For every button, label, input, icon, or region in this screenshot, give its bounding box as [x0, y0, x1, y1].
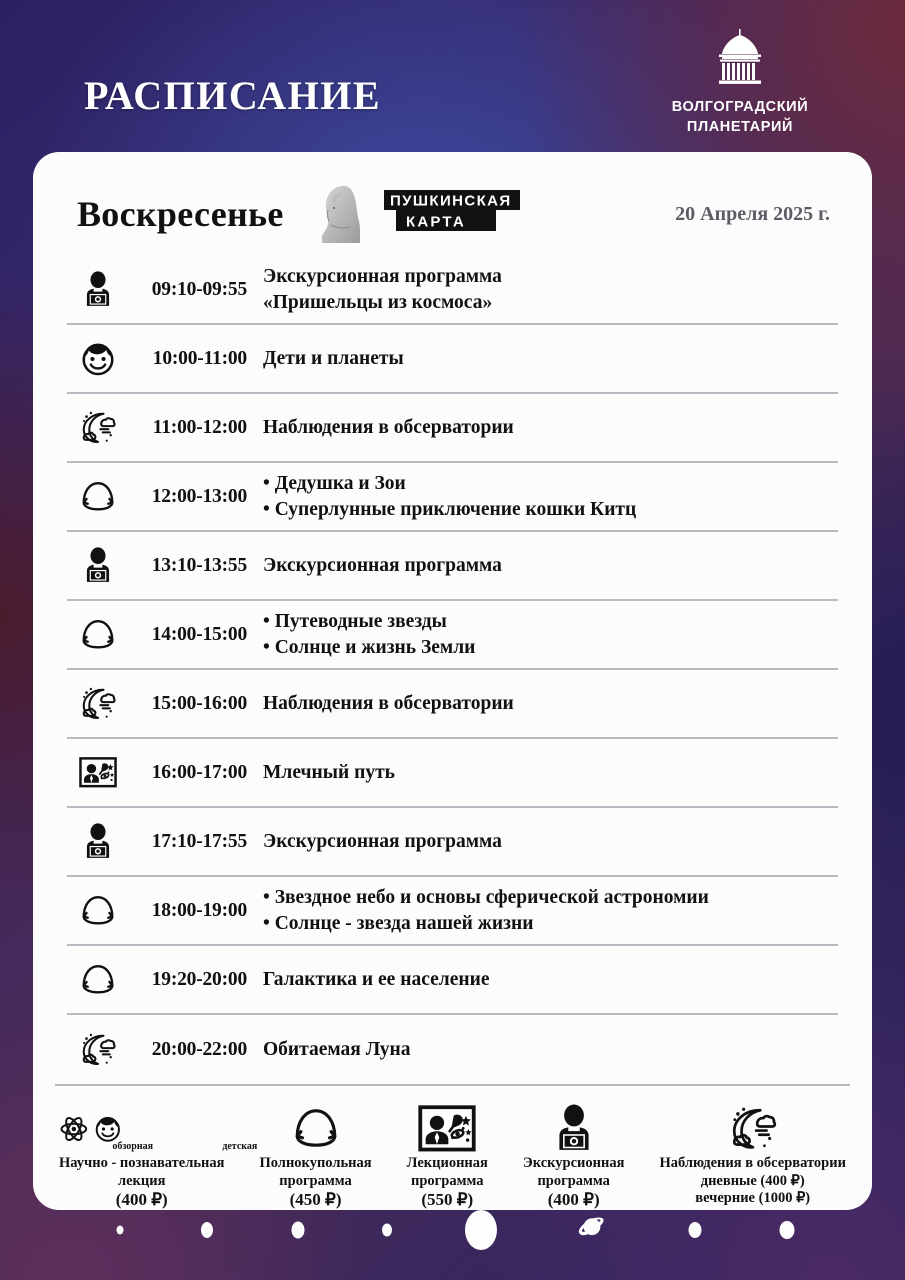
legend-line: вечерние (1000 ₽)	[695, 1190, 811, 1207]
pushkin-line-2: КАРТА	[405, 213, 466, 230]
schedule-row-time: 12:00-13:00	[151, 485, 247, 507]
schedule-row[interactable]	[67, 877, 838, 946]
schedule-list	[67, 256, 838, 1084]
legend-icons	[659, 1098, 845, 1154]
planet-dot-7	[780, 1221, 795, 1239]
schedule-row-time: 15:00-16:00	[151, 692, 247, 714]
schedule-row-line: Экскурсионная программа	[263, 265, 502, 287]
legend-item	[659, 1098, 845, 1208]
schedule-row-title	[263, 760, 395, 786]
day-name: Воскресенье	[77, 194, 284, 234]
schedule-row-icon	[67, 754, 129, 792]
schedule-row-line: Наблюдения в обсерватории	[263, 692, 514, 714]
schedule-row-time: 16:00-17:00	[151, 761, 247, 783]
moon-cloud-observatory-icon	[79, 685, 117, 723]
schedule-row-title	[263, 346, 404, 372]
schedule-row-line: • Звездное небо и основы сферической астрономии	[263, 886, 709, 908]
legend-price: (450 ₽)	[289, 1190, 342, 1210]
schedule-row-line: Обитаемая Луна	[263, 1038, 411, 1060]
schedule-row[interactable]	[67, 532, 838, 601]
schedule-row-line: Галактика и ее население	[263, 968, 490, 990]
schedule-row-icon	[67, 823, 129, 861]
schedule-row-line: • Путеводные звезды	[263, 610, 447, 632]
planet-strip	[0, 1202, 905, 1258]
dome-icon	[79, 478, 117, 516]
moon-cloud-observatory-icon	[79, 409, 117, 447]
schedule-row-line: • Солнце и жизнь Земли	[263, 636, 476, 658]
legend-line: Научно - познавательная	[59, 1155, 225, 1171]
schedule-row-title	[263, 264, 502, 316]
schedule-row-line: • Суперлунные приключение кошки Китц	[263, 498, 637, 520]
schedule-row-time: 09:10-09:55	[151, 278, 247, 300]
legend-price: (550 ₽)	[421, 1190, 474, 1210]
schedule-row[interactable]	[67, 394, 838, 463]
schedule-row-icon	[67, 478, 129, 516]
legend	[55, 1084, 850, 1211]
schedule-row[interactable]	[67, 325, 838, 394]
schedule-row-line: Экскурсионная программа	[263, 830, 502, 852]
planet-dot-1	[117, 1226, 124, 1235]
excursion-tourist-camera-icon	[79, 271, 117, 309]
schedule-row-icon	[67, 892, 129, 930]
schedule-row-time: 18:00-19:00	[151, 899, 247, 921]
legend-line: Наблюдения в обсерватории	[659, 1155, 846, 1171]
pushkin-line-1: ПУШКИНСКАЯ	[389, 192, 512, 209]
legend-line: программа	[279, 1172, 352, 1189]
planetarium-dome-icon	[645, 28, 835, 91]
moon-cloud-observatory-icon	[79, 1031, 117, 1069]
schedule-row-line: Наблюдения в обсерватории	[263, 416, 514, 438]
excursion-tourist-camera-icon	[79, 547, 117, 585]
page-title: РАСПИСАНИЕ	[84, 73, 382, 118]
planet-dot-large	[465, 1210, 497, 1250]
schedule-row-time: 13:10-13:55	[151, 554, 247, 576]
legend-price: (400 ₽)	[547, 1190, 600, 1210]
legend-label	[659, 1155, 845, 1208]
schedule-row[interactable]	[67, 739, 838, 808]
pushkin-bust-icon	[314, 183, 376, 245]
legend-sublabel-right: детская	[222, 1141, 258, 1152]
card-header	[67, 178, 838, 250]
schedule-row-line: «Пришельцы из космоса»	[263, 291, 493, 313]
schedule-row-icon	[67, 547, 129, 585]
lecture-screen-icon	[79, 754, 117, 792]
schedule-row-icon	[67, 961, 129, 999]
schedule-row-title	[263, 1037, 410, 1063]
schedule-row-title	[263, 967, 489, 993]
schedule-card	[33, 152, 872, 1210]
schedule-row-line: • Солнце - звезда нашей жизни	[263, 912, 534, 934]
schedule-row-icon	[67, 685, 129, 723]
schedule-row[interactable]	[67, 808, 838, 877]
brand-line-2: ПЛАНЕТАРИЙ	[686, 118, 794, 135]
legend-item	[523, 1098, 625, 1211]
excursion-tourist-camera-icon	[79, 823, 117, 861]
schedule-row-title	[263, 609, 475, 661]
saturn-icon	[576, 1213, 608, 1248]
dome-icon	[79, 961, 117, 999]
schedule-row-time: 10:00-11:00	[152, 347, 247, 369]
legend-line: программа	[537, 1172, 610, 1189]
schedule-row-line: Млечный путь	[263, 761, 395, 783]
dome-icon	[79, 616, 117, 654]
moon-cloud-observatory-icon	[728, 1104, 778, 1154]
legend-line: программа	[411, 1172, 484, 1189]
legend-item	[407, 1098, 488, 1211]
legend-line: лекция	[117, 1172, 166, 1189]
schedule-row-title	[263, 885, 709, 937]
schedule-row-time: 20:00-22:00	[151, 1038, 247, 1060]
legend-icons	[59, 1098, 258, 1154]
schedule-row-time: 17:10-17:55	[151, 830, 247, 852]
schedule-row-time: 19:20-20:00	[151, 968, 247, 990]
brand-line-1: ВОЛГОГРАДСКИЙ	[671, 99, 809, 115]
planet-dot-4	[382, 1224, 392, 1237]
schedule-row-icon	[67, 409, 129, 447]
schedule-row[interactable]	[67, 670, 838, 739]
legend-icons	[259, 1098, 371, 1154]
dome-icon	[291, 1104, 341, 1154]
schedule-row-time: 14:00-15:00	[151, 623, 247, 645]
legend-item	[59, 1098, 258, 1211]
legend-item	[259, 1098, 371, 1211]
schedule-row[interactable]	[67, 256, 838, 325]
schedule-row-icon	[67, 616, 129, 654]
schedule-row-title	[263, 471, 636, 523]
schedule-row[interactable]	[67, 946, 838, 1015]
poster-header	[0, 0, 905, 150]
schedule-row-title	[263, 829, 502, 855]
legend-line: Экскурсионная	[522, 1155, 625, 1171]
schedule-row-line: • Дедушка и Зои	[263, 472, 406, 494]
schedule-row-title	[263, 553, 502, 579]
dome-icon	[79, 892, 117, 930]
schedule-row-icon	[67, 1031, 129, 1069]
lecture-screen-icon	[418, 1105, 476, 1154]
pushkin-card-logo	[314, 183, 520, 245]
brand-block	[645, 28, 835, 137]
legend-line: дневные (400 ₽)	[700, 1172, 805, 1189]
excursion-tourist-camera-icon	[549, 1104, 599, 1154]
schedule-row-line: Экскурсионная программа	[263, 554, 502, 576]
planet-dot-2	[201, 1222, 213, 1238]
legend-icons	[407, 1098, 488, 1154]
schedule-date: 20 Апреля 2025 г.	[675, 202, 830, 225]
schedule-row-time: 11:00-12:00	[152, 416, 247, 438]
schedule-row-title	[263, 415, 514, 441]
legend-price: (400 ₽)	[115, 1190, 168, 1210]
schedule-row[interactable]	[67, 601, 838, 670]
legend-sublabel-left: обзорная	[112, 1141, 154, 1152]
child-face-icon	[79, 340, 117, 378]
schedule-row-title	[263, 691, 514, 717]
schedule-row-icon	[67, 340, 129, 378]
planet-dot-3	[292, 1222, 305, 1239]
legend-line: Лекционная	[406, 1155, 488, 1171]
atom-icon	[59, 1104, 89, 1154]
pushkin-card-wordmark	[370, 188, 520, 241]
schedule-row[interactable]	[67, 1015, 838, 1084]
schedule-row[interactable]	[67, 463, 838, 532]
schedule-row-icon	[67, 271, 129, 309]
legend-icons	[523, 1098, 625, 1154]
schedule-row-line: Дети и планеты	[263, 347, 404, 369]
legend-line: Полнокупольная	[259, 1155, 372, 1171]
planet-dot-6	[689, 1222, 702, 1238]
